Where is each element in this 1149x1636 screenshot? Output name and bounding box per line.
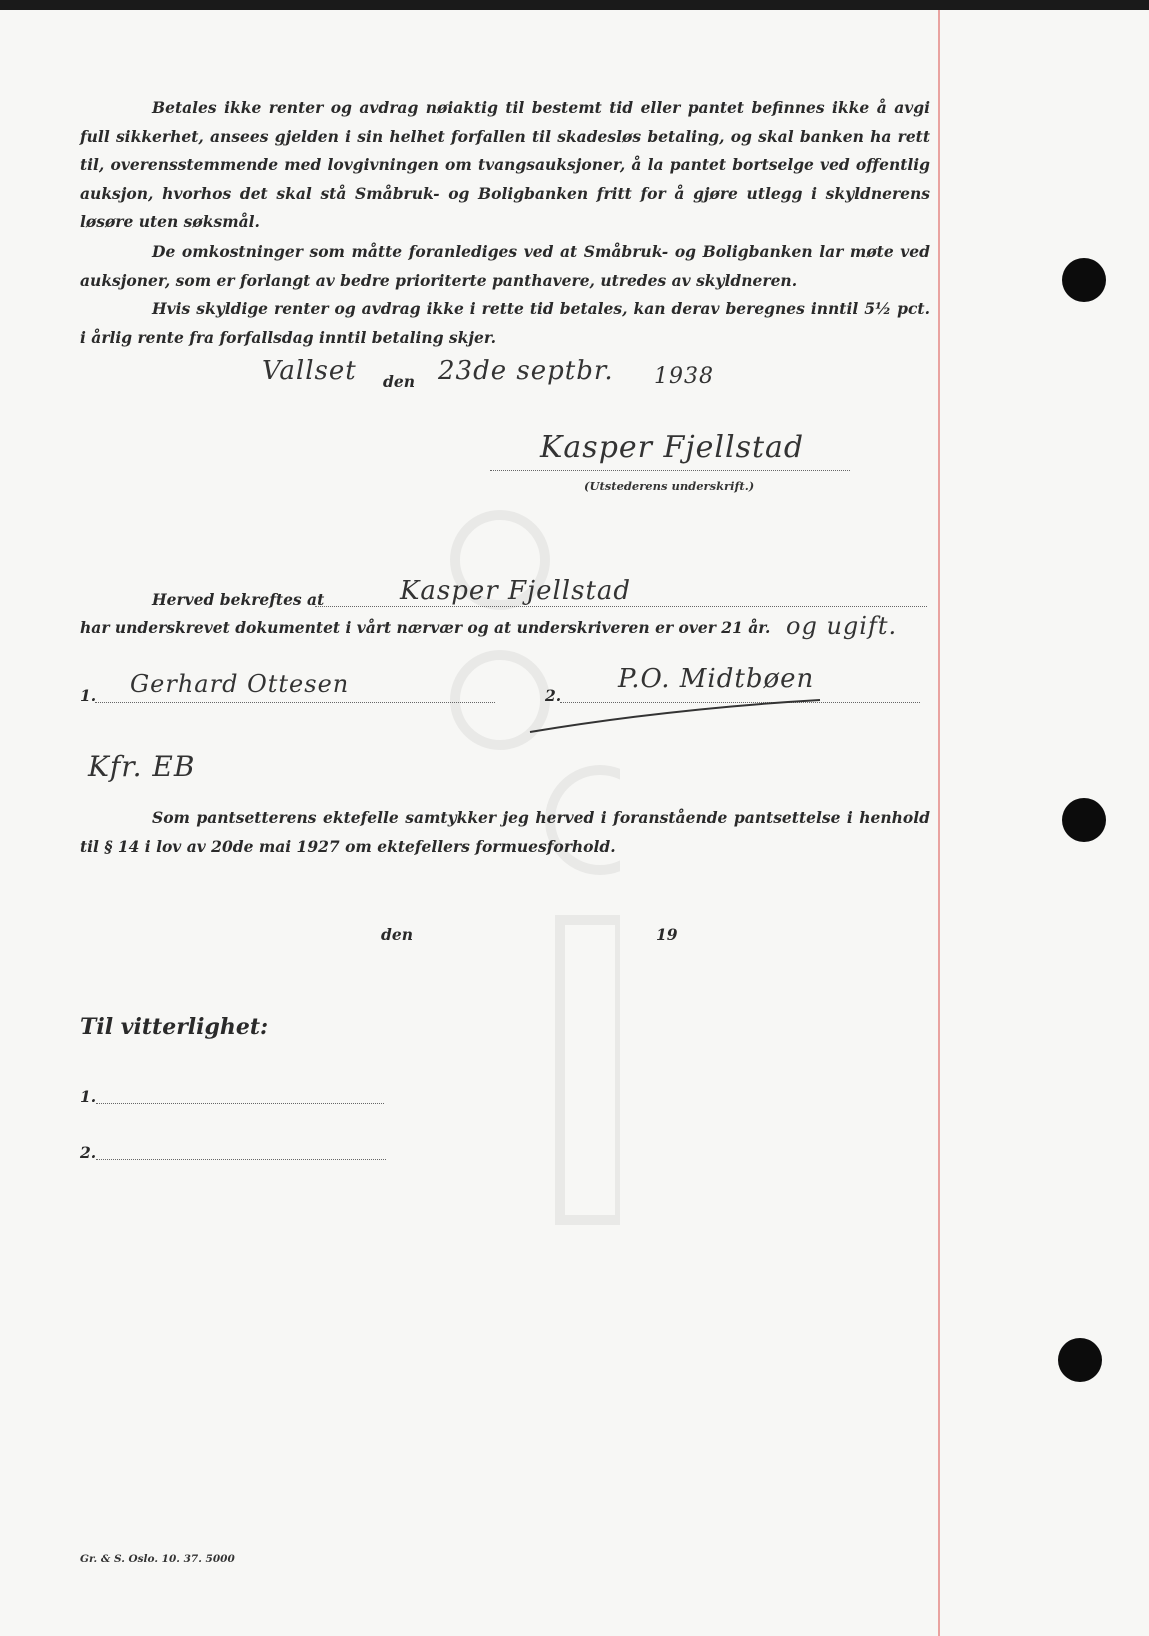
spouse-consent-paragraph: Som pantsetterens ektefelle samtykker jeg herved i foranstående pantsettelse i henhold til § 14 i lov av 20de mai 1927 om ektefellers formuesforhold. <box>80 808 930 856</box>
punch-hole-middle <box>1062 798 1106 842</box>
confirmation-name-line <box>315 606 927 607</box>
vitterlighet-heading: Til vitterlighet: <box>80 1014 269 1040</box>
confirmation-name: Kasper Fjellstad <box>400 576 632 606</box>
date-den-label: den <box>383 372 415 391</box>
date-day-month: 23de septbr. <box>438 356 614 386</box>
punch-hole-bottom <box>1058 1338 1102 1382</box>
punch-hole-top <box>1062 258 1106 302</box>
handwritten-addition: og ugift. <box>786 612 898 640</box>
vitterlighet-line-2-number: 2. <box>80 1143 97 1162</box>
consent-den-label: den <box>381 925 413 944</box>
vitterlighet-line-2 <box>96 1159 386 1160</box>
issuer-signature: Kasper Fjellstad <box>540 430 805 465</box>
costs-clause-paragraph: De omkostninger som måtte foranlediges ved at Småbruk- og Boligbanken lar møte ved auksjoner, som er forlangt av bedre prioriterte panthavere, utredes av skyldneren. <box>80 242 930 290</box>
witness-1-number: 1. <box>80 686 97 705</box>
issuer-signature-caption: (Utstederens underskrift.) <box>584 479 755 493</box>
scan-top-edge <box>0 0 1149 10</box>
printer-note: Gr. & S. Oslo. 10. 37. 5000 <box>80 1553 235 1565</box>
witness-2-number: 2. <box>545 686 562 705</box>
issuer-signature-line <box>490 470 850 471</box>
date-place: Vallset <box>262 356 357 386</box>
confirmation-lead: Herved bekreftes at <box>152 590 325 609</box>
interest-clause-paragraph: Hvis skyldige renter og avdrag ikke i rette tid betales, kan derav beregnes inntil 5½ pct. i årlig rente fra forfallsdag inntil betaling skjer. <box>80 299 930 347</box>
vitterlighet-line-1 <box>96 1103 384 1104</box>
date-year: 1938 <box>654 364 714 389</box>
confirmation-statement: har underskrevet dokumentet i vårt nærvær og at underskriveren er over 21 år. <box>80 618 771 637</box>
vitterlighet-line-1-number: 1. <box>80 1087 97 1106</box>
witness-1-line <box>95 702 495 703</box>
margin-note: Kfr. EB <box>88 750 196 783</box>
witness-2-signature: P.O. Midtbøen <box>618 664 815 694</box>
consent-year-prefix: 19 <box>656 925 678 944</box>
default-clause-paragraph: Betales ikke renter og avdrag nøiaktig til bestemt tid eller pantet befinnes ikke å avgi full sikkerhet, ansees gjelden i sin helhet forfallen til skadesløs betaling, og skal banken ha rett til, overensstemmende med lovgivningen om tvangsauksjoner, å la pantet bortselge ved offentlig auksjon, hvorhos det skal stå Småbruk- og Boligbanken fritt for å gjøre utlegg i skyldnerens løsøre uten søksmål. <box>80 98 930 232</box>
witness-2-underline-stroke <box>525 698 825 738</box>
witness-1-signature: Gerhard Ottesen <box>130 670 350 698</box>
red-margin-line <box>938 10 940 1636</box>
